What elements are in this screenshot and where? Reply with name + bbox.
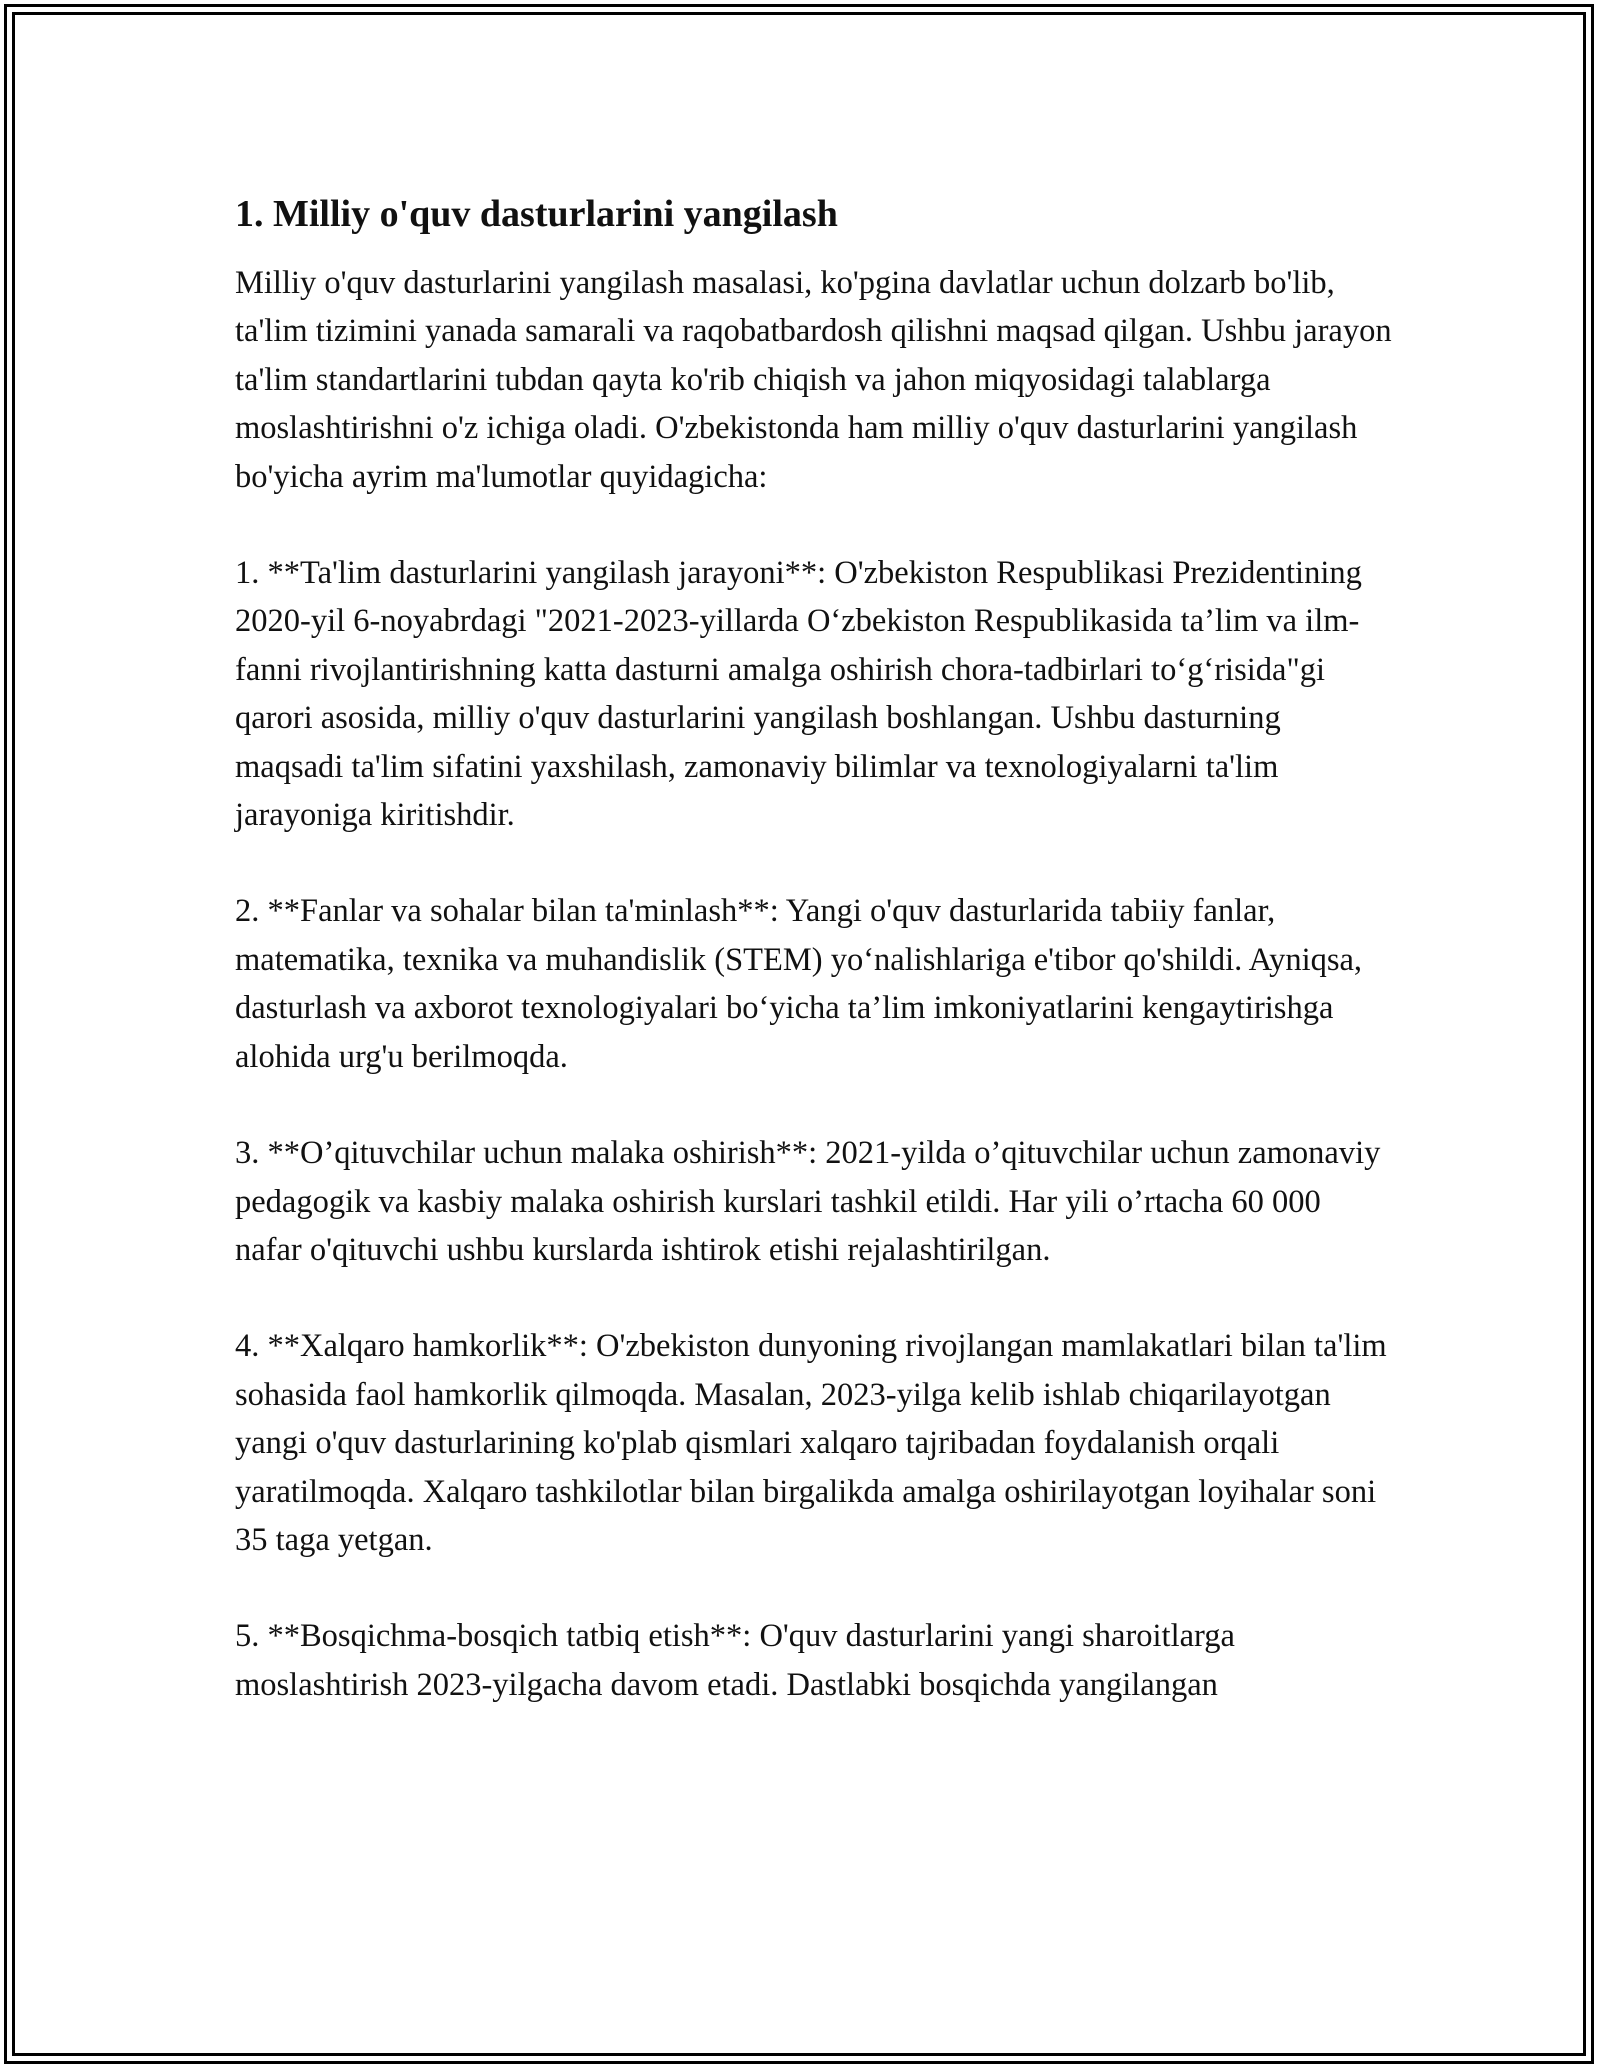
- item-4-paragraph: 4. **Xalqaro hamkorlik**: O'zbekiston dunyoning rivojlangan mamlakatlari bilan ta'lim sohasida faol hamkorlik qilmoqda. Masalan, 2023-yilga kelib ishlab chiqarilayotgan yangi o'quv dasturlarining ko'plab qismlari xalqaro tajribadan foydalanish orqali yaratilmoqda. Xalqaro tashkilotlar bilan birgalikda amalga oshirilayotgan loyihalar soni 35 taga yetgan.: [235, 1328, 1387, 1558]
- item-2-paragraph: 2. **Fanlar va sohalar bilan ta'minlash**: Yangi o'quv dasturlarida tabiiy fanlar, matematika, texnika va muhandislik (STEM) yo‘nalishlariga e'tibor qo'shildi. Ayniqsa, dasturlash va axborot texnologiyalari bo‘yicha ta’lim imkoniyatlarini kengaytirishga alohida urg'u berilmoqda.: [235, 893, 1363, 1075]
- document-heading: 1. Milliy o'quv dasturlarini yangilash: [235, 193, 838, 235]
- item-1-paragraph: 1. **Ta'lim dasturlarini yangilash jarayoni**: O'zbekiston Respublikasi Prezidentining 2020-yil 6-noyabrdagi "2021-2023-yillarda O‘zbekiston Respublikasida ta’lim va ilm-fanni rivojlantirishning katta dasturni amalga oshirish chora-tadbirlari to‘g‘risida"gi qarori asosida, milliy o'quv dasturlarini yangilash boshlangan. Ushbu dasturning maqsadi ta'lim sifatini yaxshilash, zamonaviy bilimlar va texnologiyalarni ta'lim jarayoniga kiritishdir.: [235, 555, 1362, 834]
- document-body: [235, 186, 1395, 1757]
- item-5-paragraph: 5. **Bosqichma-bosqich tatbiq etish**: O'quv dasturlarini yangi sharoitlarga moslashtirish 2023-yilgacha davom etadi. Dastlabki bosqichda yangilangan: [235, 1618, 1235, 1703]
- item-3-paragraph: 3. **O’qituvchilar uchun malaka oshirish**: 2021-yilda o’qituvchilar uchun zamonaviy pedagogik va kasbiy malaka oshirish kurslari tashkil etildi. Har yili o’rtacha 60 000 nafar o'qituvchi ushbu kurslarda ishtirok etishi rejalashtirilgan.: [235, 1135, 1381, 1268]
- intro-paragraph: Milliy o'quv dasturlarini yangilash masalasi, ko'pgina davlatlar uchun dolzarb bo'lib, ta'lim tizimini yanada samarali va raqobatbardosh qilishni maqsad qilgan. Ushbu jarayon ta'lim standartlarini tubdan qayta ko'rib chiqish va jahon miqyosidagi talablarga moslashtirishni o'z ichiga oladi. O'zbekistonda ham milliy o'quv dasturlarini yangilash bo'yicha ayrim ma'lumotlar quyidagicha:: [235, 265, 1392, 495]
